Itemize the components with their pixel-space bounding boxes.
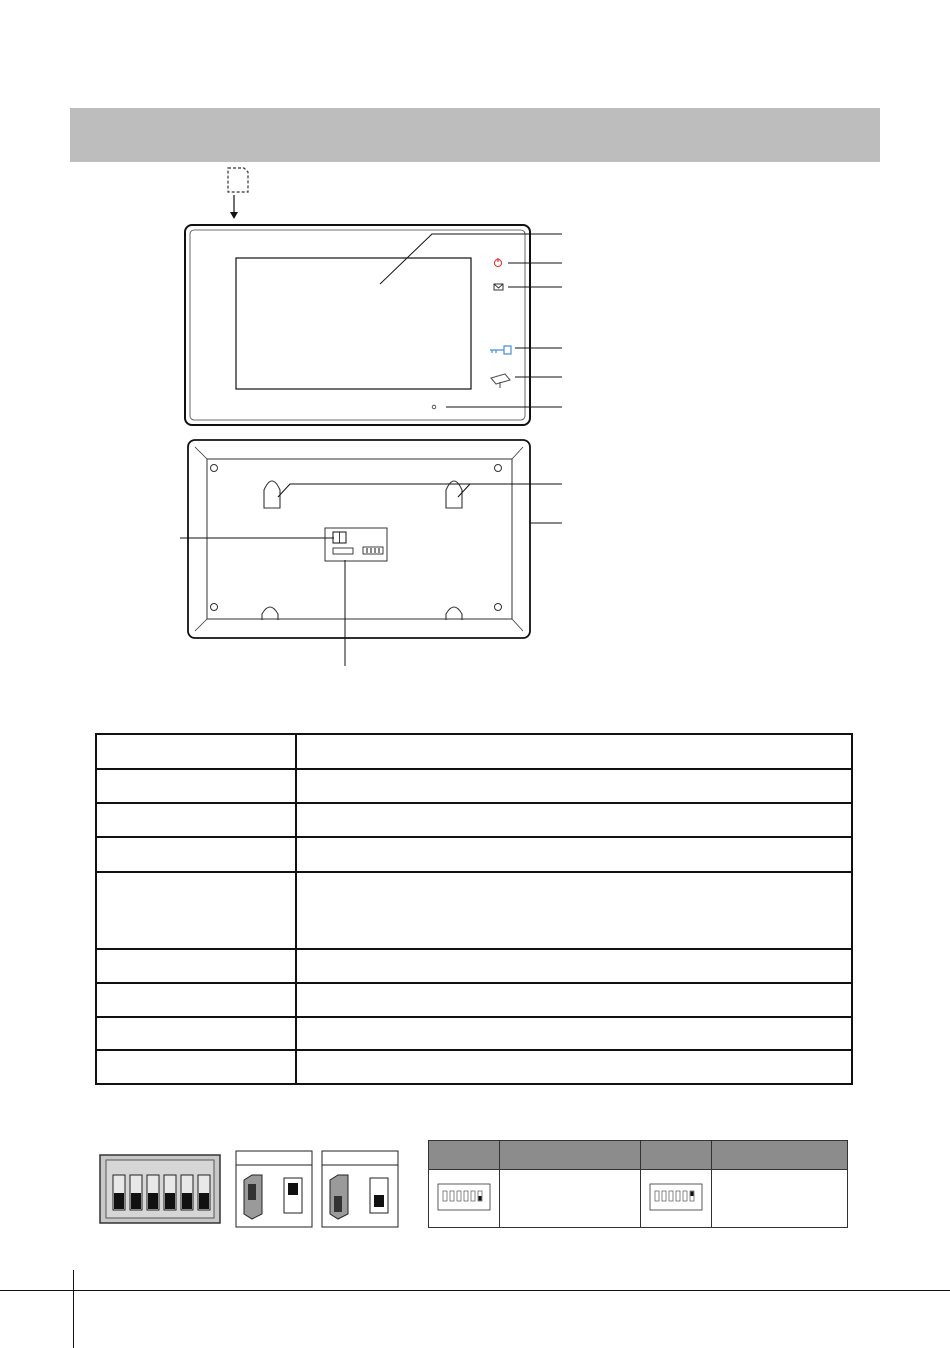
- dip-settings-table: [428, 1140, 848, 1228]
- part-desc: [296, 983, 852, 1017]
- part-desc: [296, 872, 852, 949]
- dip-header: [499, 1141, 640, 1170]
- dip-setting-image-2: [641, 1170, 712, 1228]
- table-row: [96, 769, 852, 803]
- table-row: [96, 949, 852, 983]
- dip-header: [429, 1141, 500, 1170]
- part-desc: [296, 769, 852, 803]
- dip-illustrations: [0, 1140, 420, 1240]
- dip-setting-text: [499, 1170, 640, 1228]
- dip-setting-text: [712, 1170, 848, 1228]
- part-name: [96, 803, 296, 837]
- section-header-bar: [70, 108, 880, 162]
- footer-divider: [73, 1270, 74, 1348]
- table-row: [96, 1017, 852, 1050]
- part-name: [96, 983, 296, 1017]
- dip-switch-six-on-icon: [641, 1170, 709, 1224]
- table-row: [96, 734, 852, 769]
- part-name: [96, 837, 296, 872]
- dip-switch-block: [100, 1155, 220, 1223]
- part-desc: [296, 803, 852, 837]
- parts-table: [95, 733, 853, 1085]
- table-row: [96, 1050, 852, 1084]
- slide-switch-b: [322, 1151, 398, 1227]
- table-row: [96, 983, 852, 1017]
- part-name: [96, 1050, 296, 1084]
- table-row: [96, 837, 852, 872]
- part-desc: [296, 949, 852, 983]
- dip-setting-image-1: [429, 1170, 500, 1228]
- sd-card-icon: [228, 168, 248, 219]
- slide-switch-a: [236, 1151, 312, 1227]
- table-header-row: [429, 1141, 848, 1170]
- dip-header: [712, 1141, 848, 1170]
- part-desc: [296, 1050, 852, 1084]
- monitor-diagram: [0, 160, 950, 680]
- monitor-front: [185, 225, 530, 425]
- part-desc: [296, 734, 852, 769]
- part-desc: [296, 1017, 852, 1050]
- table-row: [96, 803, 852, 837]
- part-name: [96, 734, 296, 769]
- part-name: [96, 1017, 296, 1050]
- part-name: [96, 949, 296, 983]
- dip-header: [641, 1141, 712, 1170]
- table-row: [429, 1170, 848, 1228]
- dip-switch-all-off-icon: [429, 1170, 497, 1224]
- part-name: [96, 872, 296, 949]
- table-row: [96, 872, 852, 949]
- footer-rule: [0, 1290, 950, 1291]
- monitor-back: [188, 440, 530, 638]
- part-name: [96, 769, 296, 803]
- part-desc: [296, 837, 852, 872]
